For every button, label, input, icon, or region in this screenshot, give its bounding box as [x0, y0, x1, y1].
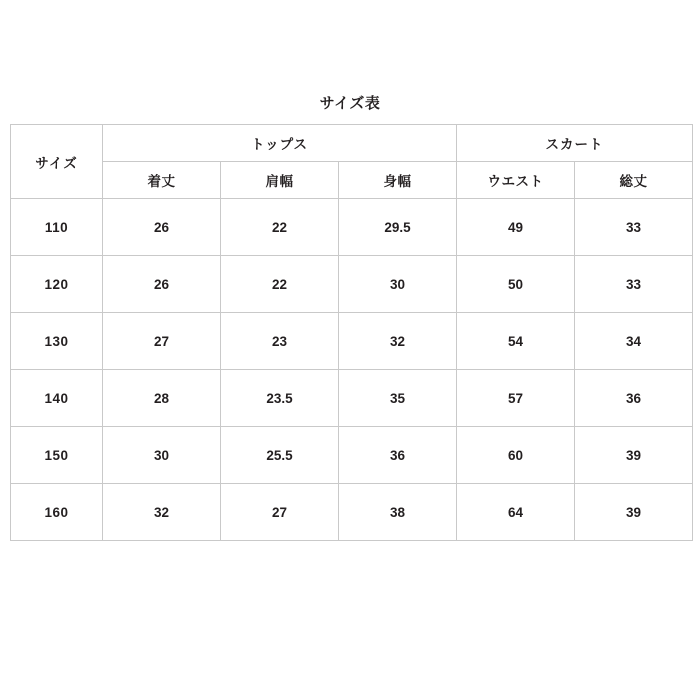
header-sub-waist: ウエスト — [457, 162, 575, 199]
cell-value: 29.5 — [339, 199, 457, 256]
cell-value: 28 — [103, 370, 221, 427]
cell-value: 32 — [339, 313, 457, 370]
cell-value: 54 — [457, 313, 575, 370]
cell-size: 110 — [11, 199, 103, 256]
cell-value: 23.5 — [221, 370, 339, 427]
table-header — [11, 125, 693, 199]
header-sub-total-length: 総丈 — [575, 162, 693, 199]
cell-value: 50 — [457, 256, 575, 313]
cell-size: 120 — [11, 256, 103, 313]
cell-value: 36 — [575, 370, 693, 427]
cell-value: 39 — [575, 484, 693, 541]
cell-value: 26 — [103, 256, 221, 313]
cell-value: 33 — [575, 256, 693, 313]
cell-size: 140 — [11, 370, 103, 427]
header-group-tops: トップス — [103, 125, 457, 162]
cell-value: 57 — [457, 370, 575, 427]
cell-size: 150 — [11, 427, 103, 484]
table-row — [11, 427, 693, 484]
cell-value: 22 — [221, 256, 339, 313]
table-header-row-groups — [11, 125, 693, 162]
cell-value: 60 — [457, 427, 575, 484]
cell-value: 36 — [339, 427, 457, 484]
table-row — [11, 199, 693, 256]
cell-value: 33 — [575, 199, 693, 256]
cell-value: 25.5 — [221, 427, 339, 484]
cell-size: 130 — [11, 313, 103, 370]
cell-value: 32 — [103, 484, 221, 541]
cell-value: 27 — [103, 313, 221, 370]
header-sub-shoulder: 肩幅 — [221, 162, 339, 199]
cell-value: 22 — [221, 199, 339, 256]
cell-value: 23 — [221, 313, 339, 370]
cell-value: 34 — [575, 313, 693, 370]
cell-value: 64 — [457, 484, 575, 541]
cell-value: 30 — [103, 427, 221, 484]
size-table-container — [10, 124, 690, 541]
table-header-row-sub — [11, 162, 693, 199]
table-row — [11, 256, 693, 313]
cell-value: 38 — [339, 484, 457, 541]
table-row — [11, 370, 693, 427]
header-group-skirt: スカート — [457, 125, 693, 162]
header-sub-length: 着丈 — [103, 162, 221, 199]
cell-value: 26 — [103, 199, 221, 256]
table-body — [11, 199, 693, 541]
cell-value: 49 — [457, 199, 575, 256]
header-sub-chest: 身幅 — [339, 162, 457, 199]
table-row — [11, 313, 693, 370]
cell-value: 27 — [221, 484, 339, 541]
cell-value: 30 — [339, 256, 457, 313]
page-title: サイズ表 — [319, 95, 381, 112]
table-row — [11, 484, 693, 541]
cell-value: 39 — [575, 427, 693, 484]
cell-size: 160 — [11, 484, 103, 541]
cell-value: 35 — [339, 370, 457, 427]
header-size: サイズ — [11, 125, 103, 199]
size-table — [10, 124, 693, 541]
